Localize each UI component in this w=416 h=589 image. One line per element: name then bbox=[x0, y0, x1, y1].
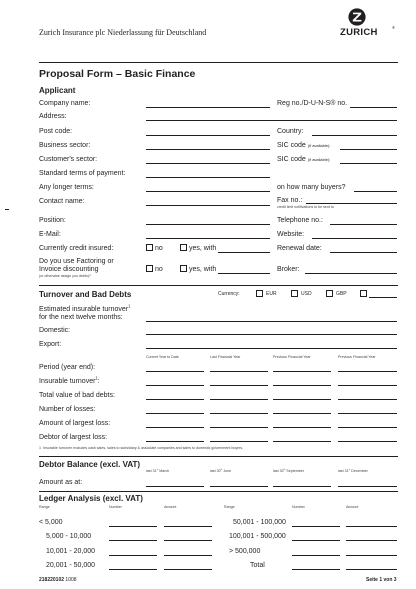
business-sector-label: Business sector: bbox=[39, 142, 91, 149]
position-field[interactable] bbox=[146, 224, 270, 225]
renewal-date-field[interactable] bbox=[330, 252, 397, 253]
email-label: E-Mail: bbox=[39, 231, 61, 238]
factoring-yes-checkbox[interactable] bbox=[180, 265, 187, 272]
telephone-label: Telephone no.: bbox=[277, 217, 323, 224]
ledger-number-header-right: Number bbox=[292, 505, 305, 509]
company-name-field[interactable] bbox=[146, 107, 270, 108]
ledger-total-label: Total bbox=[250, 562, 265, 569]
insurable-turnover-field-3[interactable] bbox=[273, 385, 331, 386]
customers-sector-field[interactable] bbox=[146, 163, 270, 164]
credit-insured-yes-checkbox[interactable] bbox=[180, 244, 187, 251]
largest-loss-field-1[interactable] bbox=[146, 427, 204, 428]
losses-field-2[interactable] bbox=[210, 413, 268, 414]
credit-insured-label: Currently credit insured: bbox=[39, 245, 114, 252]
ledger-amount-header-right: Amount bbox=[346, 505, 359, 509]
company-header: Zurich Insurance plc Niederlassung für Deutschland bbox=[39, 28, 207, 37]
company-name-label: Company name: bbox=[39, 100, 91, 107]
post-code-label: Post code: bbox=[39, 128, 73, 135]
ledger-heading: Ledger Analysis (excl. VAT) bbox=[39, 494, 143, 503]
zurich-logo-icon bbox=[348, 8, 366, 26]
debtor-col-december: last 31st December bbox=[338, 468, 368, 473]
number-losses-label: Number of losses: bbox=[39, 406, 96, 413]
broker-field[interactable] bbox=[305, 273, 397, 274]
largest-loss-field-3[interactable] bbox=[273, 427, 331, 428]
largest-loss-field-4[interactable] bbox=[338, 427, 397, 428]
ledger-range-left-4: 20,001 - 50,000 bbox=[46, 562, 96, 569]
domestic-field[interactable] bbox=[146, 334, 397, 335]
contact-name-label: Contact name: bbox=[39, 198, 85, 205]
credit-insured-no-checkbox[interactable] bbox=[146, 244, 153, 251]
estimated-turnover-field[interactable] bbox=[146, 321, 397, 322]
longer-terms-label: Any longer terms: bbox=[39, 184, 94, 191]
debtor-col-june: last 30th June bbox=[210, 468, 232, 473]
ledger-number-left-2[interactable] bbox=[109, 540, 157, 541]
ledger-range-left-3: 10,001 - 20,000 bbox=[46, 548, 96, 555]
currency-usd-label: USD bbox=[301, 291, 312, 297]
estimated-turnover-label-2: for the next twelve months: bbox=[39, 314, 123, 321]
footer-page: Seite 1 von 3 bbox=[366, 577, 397, 583]
sic-code-label-2: SIC code (if available): bbox=[277, 156, 331, 163]
reg-no-label: Reg no./D-U-N-S® no. bbox=[277, 100, 348, 107]
ledger-amount-left-3[interactable] bbox=[164, 555, 212, 556]
fold-mark bbox=[5, 209, 9, 210]
ledger-range-header-left: Range bbox=[39, 505, 50, 509]
longer-terms-field[interactable] bbox=[146, 191, 270, 192]
column-header-1: Current Year to Date bbox=[146, 355, 179, 359]
sic-code-field-2[interactable] bbox=[340, 163, 397, 164]
footer-code: 218220102 1008 bbox=[39, 577, 77, 583]
factoring-yes-label: yes, with bbox=[189, 266, 217, 273]
debtor-largest-label: Debtor of largest loss: bbox=[39, 434, 108, 441]
standard-terms-field[interactable] bbox=[146, 177, 270, 178]
ledger-amount-right-1[interactable] bbox=[346, 526, 397, 527]
ledger-number-left-4[interactable] bbox=[109, 569, 157, 570]
bad-debts-field-3[interactable] bbox=[273, 399, 331, 400]
insurable-turnover-label: Insurable turnover$^1$: bbox=[39, 375, 100, 385]
ledger-range-header-right: Range bbox=[224, 505, 235, 509]
ledger-range-right-3: > 500,000 bbox=[229, 548, 261, 555]
ledger-amount-right-3[interactable] bbox=[346, 555, 397, 556]
ledger-number-header-left: Number bbox=[109, 505, 122, 509]
currency-label: Currency: bbox=[218, 291, 240, 297]
debtor-col-march: last 31st March bbox=[146, 468, 170, 473]
column-header-3: Previous Financial Year bbox=[273, 355, 311, 359]
insurable-turnover-field-1[interactable] bbox=[146, 385, 204, 386]
factoring-with-field[interactable] bbox=[218, 273, 270, 274]
period-label: Period (year end): bbox=[39, 364, 96, 371]
export-field[interactable] bbox=[146, 348, 397, 349]
column-header-2: Last Financial Year bbox=[210, 355, 241, 359]
debtor-amount-field-2[interactable] bbox=[210, 486, 268, 487]
losses-field-4[interactable] bbox=[338, 413, 397, 414]
contact-name-field[interactable] bbox=[146, 205, 270, 206]
turnover-heading: Turnover and Bad Debts bbox=[39, 290, 132, 299]
factoring-label-1: Do you use Factoring or bbox=[39, 258, 114, 265]
insurable-turnover-field-2[interactable] bbox=[210, 385, 268, 386]
ledger-range-right-2: 100,001 - 500,000 bbox=[229, 533, 286, 540]
bad-debts-field-1[interactable] bbox=[146, 399, 204, 400]
address-field[interactable] bbox=[146, 120, 397, 121]
debtor-largest-field-1[interactable] bbox=[146, 441, 204, 442]
ledger-amount-left-4[interactable] bbox=[164, 569, 212, 570]
business-sector-field[interactable] bbox=[146, 149, 270, 150]
turnover-rule bbox=[39, 285, 398, 286]
ledger-rule bbox=[39, 491, 398, 492]
ledger-total-number[interactable] bbox=[292, 569, 340, 570]
credit-insured-yes-label: yes, with bbox=[189, 245, 217, 252]
ledger-amount-right-2[interactable] bbox=[346, 540, 397, 541]
email-field[interactable] bbox=[146, 238, 270, 239]
header-rule bbox=[39, 62, 398, 63]
fax-no-label: Fax no.: bbox=[277, 197, 303, 204]
factoring-label-2: Invoice discounting bbox=[39, 266, 99, 273]
how-many-buyers-field[interactable] bbox=[354, 191, 397, 192]
debtor-largest-field-4[interactable] bbox=[338, 441, 397, 442]
sic-code-field[interactable] bbox=[340, 149, 397, 150]
amount-largest-label: Amount of largest loss: bbox=[39, 420, 111, 427]
how-many-buyers-label: on how many buyers? bbox=[277, 184, 346, 191]
currency-usd-checkbox[interactable] bbox=[291, 290, 298, 297]
bad-debts-field-2[interactable] bbox=[210, 399, 268, 400]
estimated-turnover-label-1: Estimated insurable turnover$^1$ bbox=[39, 303, 131, 313]
currency-gbp-checkbox[interactable] bbox=[326, 290, 333, 297]
debtor-largest-field-2[interactable] bbox=[210, 441, 268, 442]
ledger-total-amount[interactable] bbox=[346, 569, 397, 570]
losses-field-1[interactable] bbox=[146, 413, 204, 414]
currency-eur-checkbox[interactable] bbox=[256, 290, 263, 297]
applicant-heading: Applicant bbox=[39, 86, 76, 95]
address-label: Address: bbox=[39, 113, 67, 120]
ledger-number-left-3[interactable] bbox=[109, 555, 157, 556]
total-bad-debts-label: Total value of bad debts: bbox=[39, 392, 115, 399]
debtor-col-september: last 30th September bbox=[273, 468, 304, 473]
amount-as-at-label: Amount as at: bbox=[39, 479, 83, 486]
ledger-amount-header-left: Amount bbox=[164, 505, 177, 509]
debtor-balance-rule bbox=[39, 456, 398, 457]
reg-no-field[interactable] bbox=[350, 107, 397, 108]
period-field-4[interactable] bbox=[338, 371, 397, 372]
fax-no-field[interactable] bbox=[306, 203, 397, 204]
debtor-amount-field-3[interactable] bbox=[273, 486, 331, 487]
debtor-amount-field-4[interactable] bbox=[338, 486, 397, 487]
website-label: Website: bbox=[277, 231, 305, 238]
ledger-number-right-2[interactable] bbox=[292, 540, 340, 541]
export-label: Export: bbox=[39, 341, 62, 348]
factoring-note: (or otherwise assign you debts)? bbox=[39, 274, 91, 278]
broker-label: Broker: bbox=[277, 266, 300, 273]
country-label: Country: bbox=[277, 128, 304, 135]
domestic-label: Domestic: bbox=[39, 327, 71, 334]
period-field-1[interactable] bbox=[146, 371, 204, 372]
currency-other-checkbox[interactable] bbox=[360, 290, 367, 297]
ledger-range-left-1: < 5,000 bbox=[39, 519, 63, 526]
period-field-3[interactable] bbox=[273, 371, 331, 372]
renewal-date-label: Renewal date: bbox=[277, 245, 322, 252]
customers-sector-label: Customer's sector: bbox=[39, 156, 98, 163]
telephone-field[interactable] bbox=[330, 224, 397, 225]
insurable-turnover-field-4[interactable] bbox=[338, 385, 397, 386]
zurich-logo-text: ZURICH bbox=[340, 27, 378, 38]
page-title: Proposal Form – Basic Finance bbox=[39, 68, 196, 80]
bad-debts-field-4[interactable] bbox=[338, 399, 397, 400]
registered-mark: ® bbox=[392, 25, 395, 30]
country-field[interactable] bbox=[312, 135, 397, 136]
period-field-2[interactable] bbox=[210, 371, 268, 372]
losses-field-3[interactable] bbox=[273, 413, 331, 414]
ledger-number-left-1[interactable] bbox=[109, 526, 157, 527]
debtor-largest-field-3[interactable] bbox=[273, 441, 331, 442]
largest-loss-field-2[interactable] bbox=[210, 427, 268, 428]
standard-terms-label: Standard terms of payment: bbox=[39, 170, 126, 177]
credit-insured-no-label: no bbox=[155, 245, 163, 252]
turnover-footnote: 1 Insurable turnover excludes cash sales, sales to subsidiary & associate companies and sales to domestic government buyers. bbox=[39, 446, 244, 450]
fax-note: credit limit notifications to be sent to bbox=[277, 205, 334, 209]
website-field[interactable] bbox=[312, 238, 397, 239]
currency-eur-label: EUR bbox=[266, 291, 277, 297]
ledger-amount-left-2[interactable] bbox=[164, 540, 212, 541]
column-header-4: Previous Financial Year bbox=[338, 355, 376, 359]
currency-other-field[interactable] bbox=[369, 297, 397, 298]
post-code-field[interactable] bbox=[146, 135, 270, 136]
ledger-range-left-2: 5,000 - 10,000 bbox=[46, 533, 92, 540]
ledger-number-right-1[interactable] bbox=[292, 526, 340, 527]
currency-gbp-label: GBP bbox=[336, 291, 347, 297]
debtor-amount-field-1[interactable] bbox=[146, 486, 204, 487]
ledger-amount-left-1[interactable] bbox=[164, 526, 212, 527]
ledger-range-right-1: 50,001 - 100,000 bbox=[233, 519, 286, 526]
ledger-number-right-3[interactable] bbox=[292, 555, 340, 556]
debtor-balance-heading: Debtor Balance (excl. VAT) bbox=[39, 460, 141, 469]
sic-code-label: SIC code (if available): bbox=[277, 142, 331, 149]
factoring-no-checkbox[interactable] bbox=[146, 265, 153, 272]
credit-insured-with-field[interactable] bbox=[218, 252, 270, 253]
position-label: Position: bbox=[39, 217, 66, 224]
factoring-no-label: no bbox=[155, 266, 163, 273]
